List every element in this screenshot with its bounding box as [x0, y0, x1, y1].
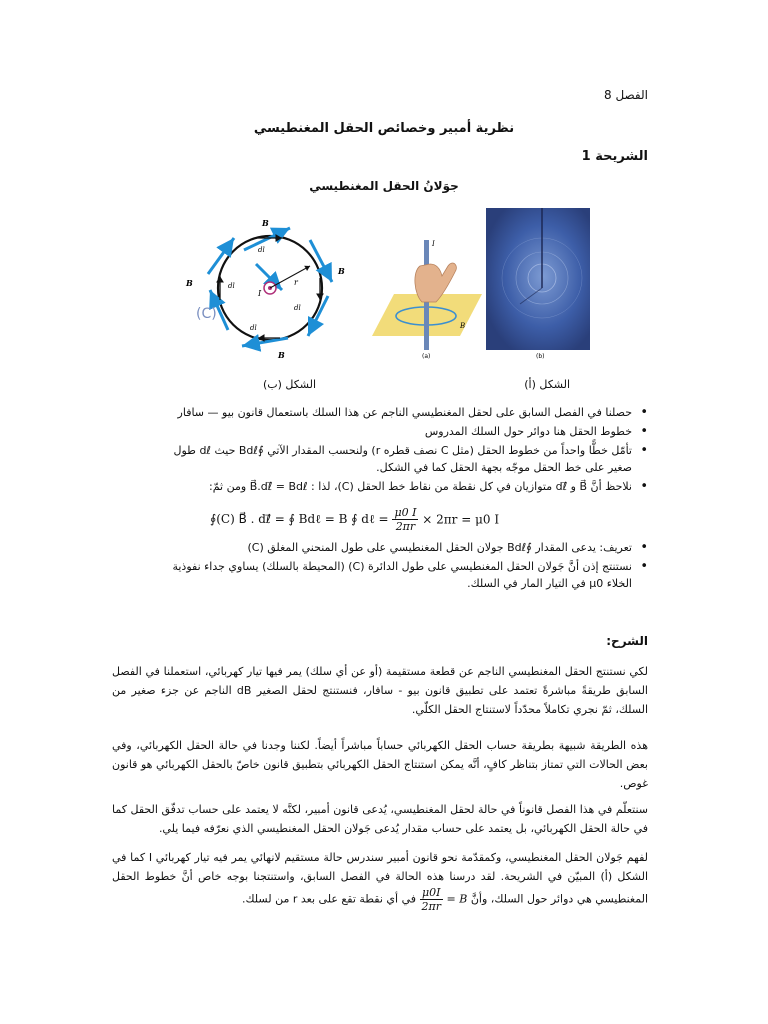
loop-label: (C)	[196, 306, 217, 322]
field-formula-fraction	[420, 886, 444, 913]
paragraph-text: في أي نقطة تقع على بعد r من لسلك.	[242, 892, 417, 906]
field-arrow	[308, 296, 328, 336]
figure-b-caption: الشكل (ب)	[262, 378, 316, 391]
bullet-item: • تعريف: يدعى المقدار ∮Bdℓ جولان الحقل المغنطيسي على طول المنحني المغلق (C)	[148, 539, 632, 556]
explanation-paragraph: سنتعلّم في هذا الفصل قانوناً في حالة لحقل المغنطيسي، يُدعى قانون أمبير، لكنَّه لا يعتمد على حساب تدفّق الحقل كما في حالة الحقل الكهربائي، بل يعتمد على حساب مقدار يُدعى جَولان الحقل المغنطيسي الذي نعرّفه فيما يلي.	[112, 803, 648, 835]
photo-b-label: (b)	[536, 353, 545, 360]
field-loop-diagram	[178, 212, 358, 360]
paragraph-text: لفهم جَولان الحقل المغنطيسي، وكمقدّمة نحو قانون أمبير سندرس حالة مستقيم لانهائي يمر فيه تيار كهربائي I كما في الشكل (أ) المبيّن في الشريحة. لقد درسنا هذه الحالة في الفصل السابق، واستنتجنا بوجه خاص أنَّ خطوط الحقل المغنطيسي هي دوائر حول السلك، وأنَّ	[112, 851, 648, 906]
current-label: I	[258, 289, 262, 298]
chapter-label: الفصل 8	[603, 88, 648, 102]
element-label: dl	[228, 282, 235, 290]
field-label-top: B	[262, 218, 269, 228]
field-label-right: B	[338, 266, 345, 276]
equation-fraction	[392, 506, 418, 533]
explanation-paragraph: لكي نستنتج الحقل المغنطيسي الناجم عن قطعة مستقيمة (أو عن أي سلك) يمر فيها تيار كهربائي، استعملنا في الفصل السابق طريقةً مباشرةً تعتمد على تطبيق قانون بيو - سافار، فنستنتج لحقل الصغير dB الناجم عن جزء صغير من السلك، ثمّ نجري تكاملاً محدّداً لاستنتاج الحقل الكلّي.	[112, 665, 648, 716]
formula-denominator: 2πr	[421, 900, 442, 913]
explanation-heading: الشرح:	[606, 634, 648, 648]
right-hand-rule-photo	[372, 236, 482, 360]
bullet-item: • حصلنا في الفصل السابق على لحقل المغنطيسي الناجم عن هذا السلك باستعمال قانون بيو — سافار	[148, 404, 632, 421]
radius-arrow	[270, 266, 310, 288]
page-title: نظرية أمبير وخصائص الحقل المغنطيسي	[253, 121, 515, 136]
explanation-paragraph	[112, 848, 648, 913]
formula-numerator: μ0I	[420, 886, 444, 900]
bullet-item: • نستنتج إذن أنَّ جَولان الحقل المغنطيسي على طول الدائرة (C) (المحيطة بالسلك) يساوي جداء نفوذية الخلاء μ0 في التيار المار في السلك.	[148, 558, 632, 592]
filings-background	[486, 208, 590, 350]
element-label: dl	[294, 304, 301, 312]
element-label: dl	[258, 246, 265, 254]
fraction-denominator: 2πr	[395, 520, 416, 533]
fraction-numerator: μ0 I	[394, 506, 417, 519]
bullet-item: • خطوط الحقل هنا دوائر حول السلك المدروس	[148, 423, 632, 440]
circulation-equation	[210, 506, 570, 546]
field-formula: B =	[443, 892, 468, 906]
bullet-item: • نلاحظ أنَّ B⃗ و dℓ⃗ متوازيان في كل نقطة من نقاط خط الحقل (C)، لذا : B⃗.dℓ⃗ = Bdℓ ومن ثمّ:	[148, 478, 632, 495]
element-label: dl	[250, 324, 257, 332]
section-subtitle: جوَلانُ الحقل المغنطيسي	[309, 179, 459, 193]
equation-lhs: ∮(C) B⃗ . dℓ⃗ = ∮ Bdℓ = B ∮ dℓ =	[210, 512, 389, 526]
bullet-item: • تأمّل خطًّا واحداً من خطوط الحقل (مثل C نصف قطره r) ولنحسب المقدار الآتي ∮Bdℓ حيث dℓ طول صغير على خط الحقل موجّه بجهة الحقل كما في الشكل.	[148, 442, 632, 476]
field-label-left: B	[186, 278, 193, 288]
radius-label: r	[294, 278, 298, 287]
iron-filings-photo	[486, 208, 590, 360]
field-label-bottom: B	[278, 350, 285, 360]
explanation-paragraph: هذه الطريقة شبيهة بطريقة حساب الحقل الكهربائي حساباً مباشراً أيضاً. لكننا وجدنا في حالة الحقل الكهربائي، وفي بعض الحالات التي تمتاز بتناظر كافٍ، أنَّه يمكن استنتاج الحقل الكهربائي بتطبيق قانون خاصّ بالحقل الكهربائي هو قانون غوص.	[112, 739, 648, 790]
photo-field-label: B	[460, 322, 466, 330]
slide-label: الشريحة 1	[581, 149, 648, 164]
photo-current-label: I	[432, 240, 435, 248]
equation-rhs: × 2πr = μ0 I	[422, 512, 500, 527]
photo-a-label: (a)	[422, 353, 431, 360]
bullet-list	[148, 404, 648, 594]
figure-a-caption: الشكل (أ)	[524, 378, 570, 391]
